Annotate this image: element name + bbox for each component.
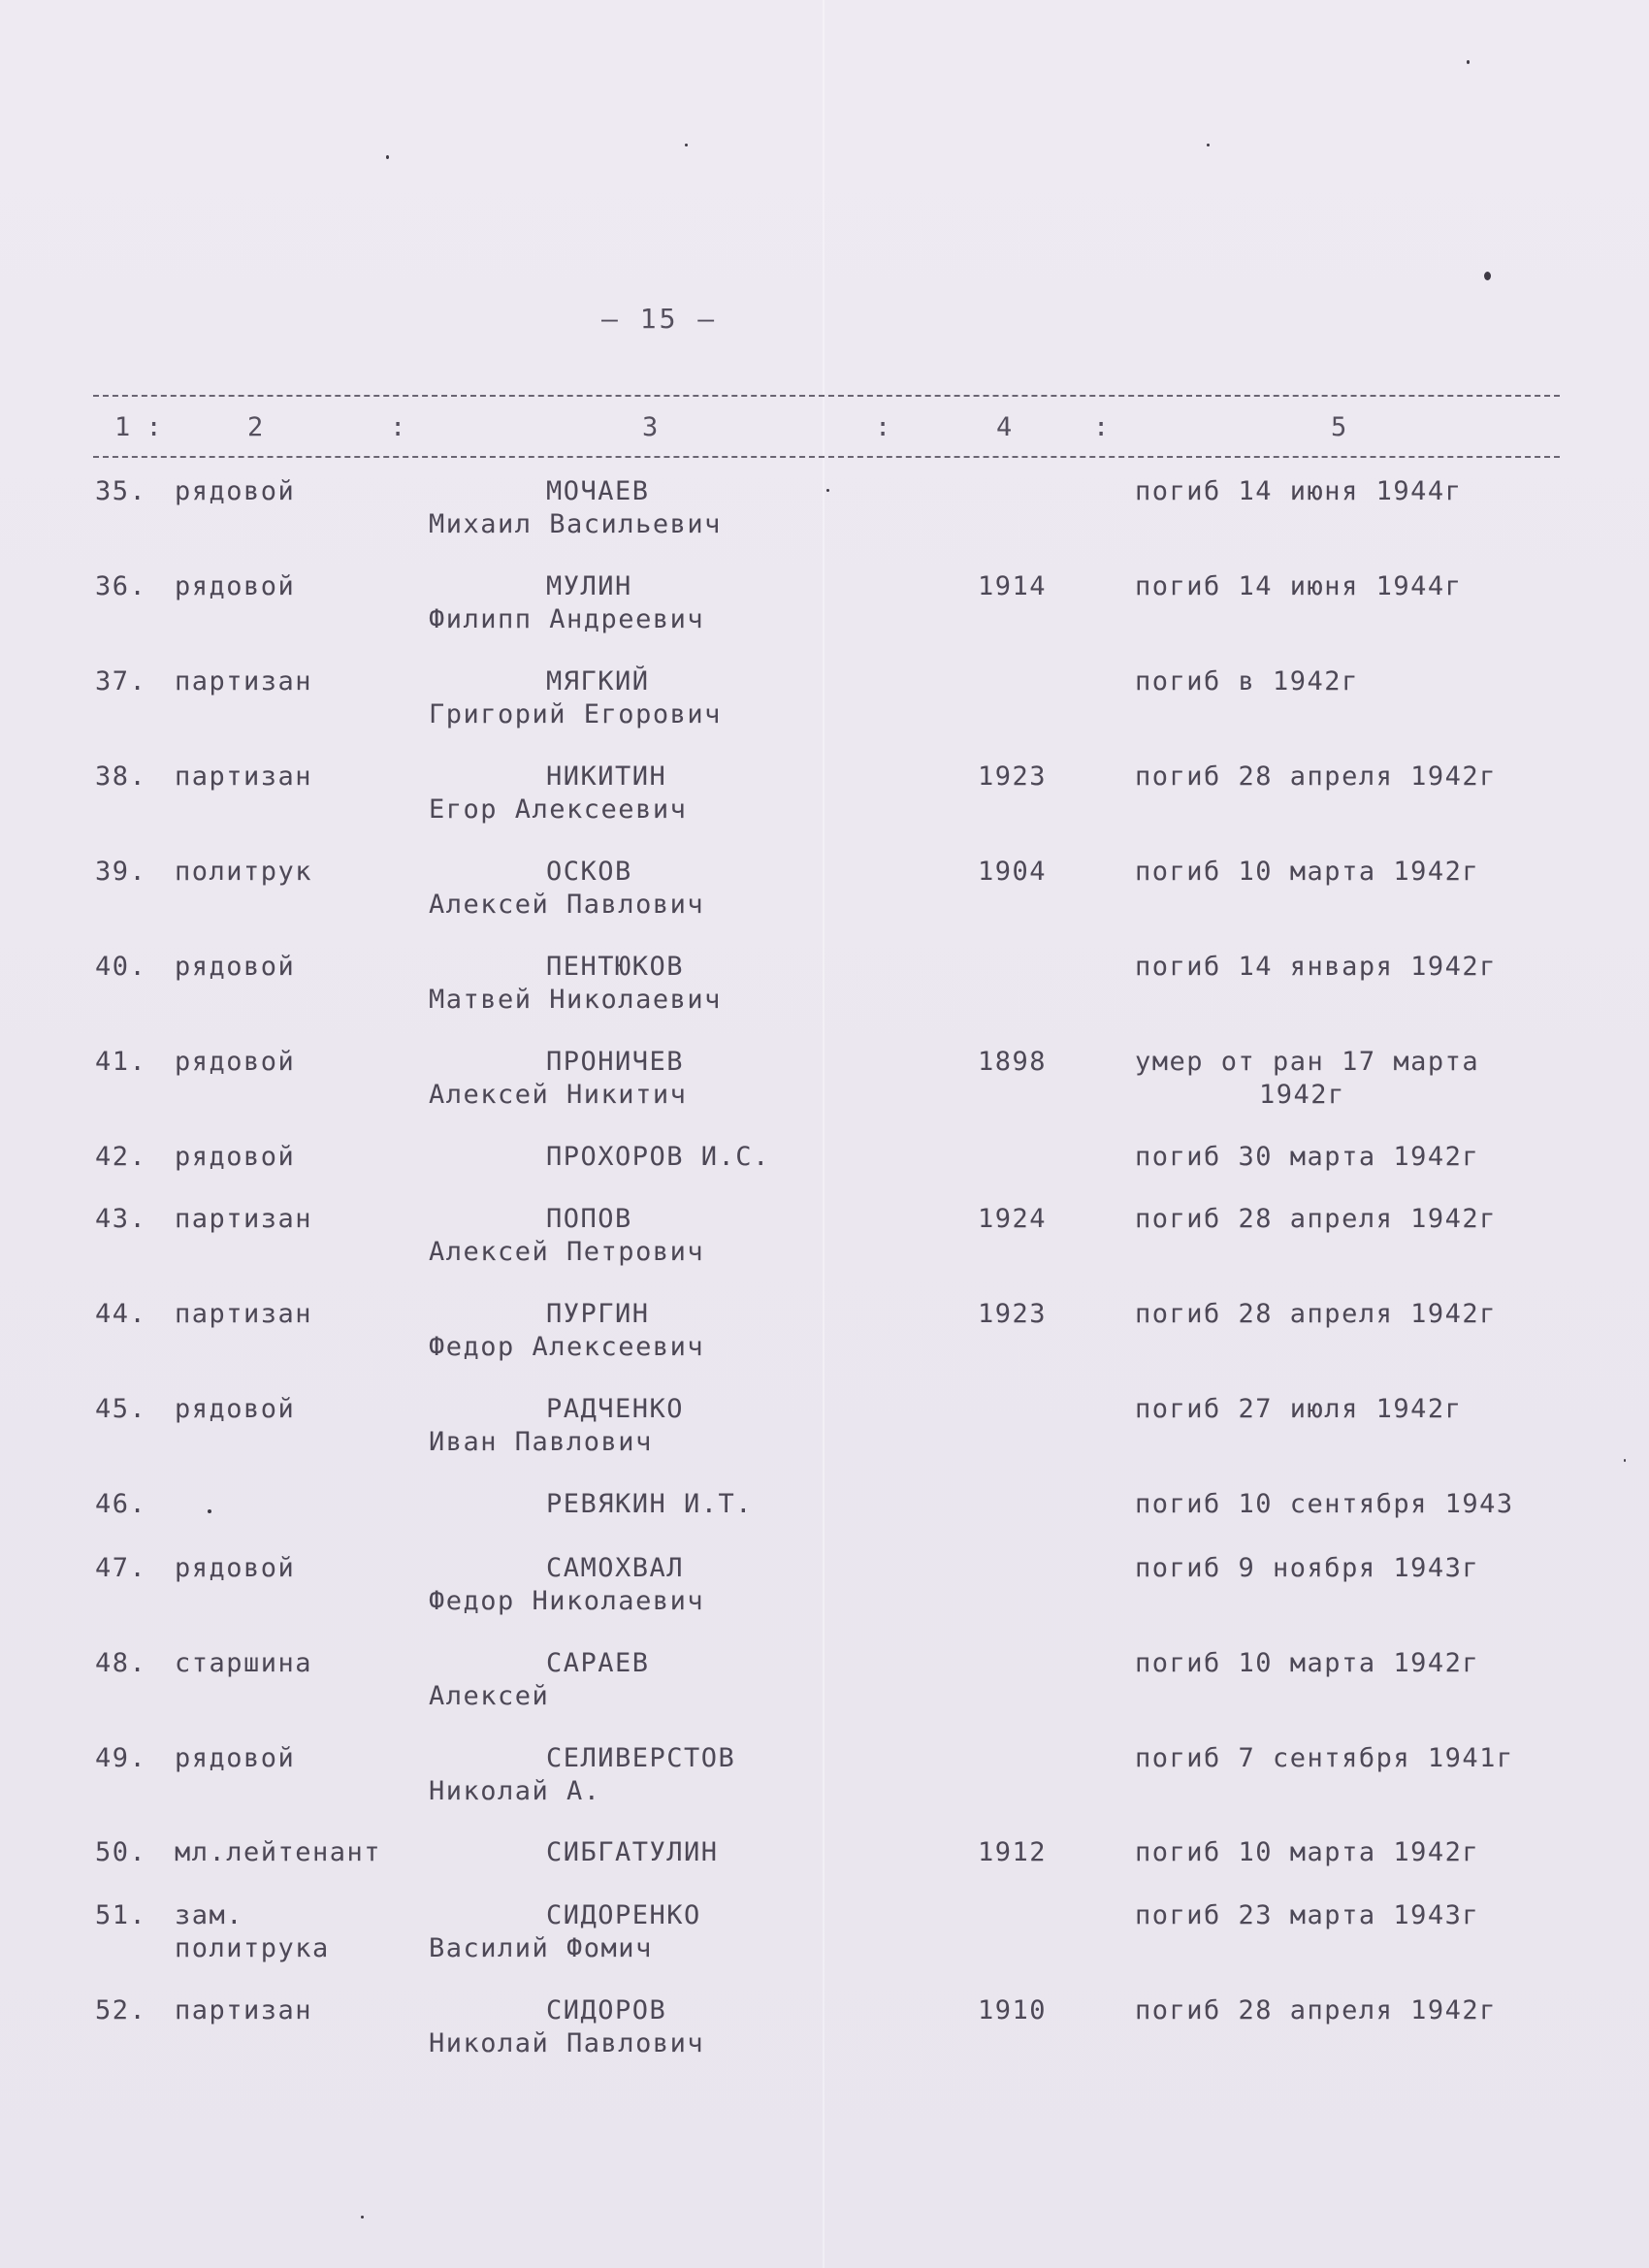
record-number: 44. [95,1299,147,1329]
record-surname: ПЕНТЮКОВ [546,952,685,982]
record-birth-year: 1912 [978,1837,1048,1867]
record-rank: зам. [175,1900,244,1930]
record-surname: САМОХВАЛ [546,1553,685,1583]
record-birth-year: 1924 [978,1204,1048,1234]
record-surname: МОЧАЕВ [546,476,650,506]
record-surname: ПОПОВ [546,1204,632,1234]
record-birth-year: 1910 [978,1995,1048,2025]
record-fate: погиб 23 марта 1943г [1135,1900,1480,1930]
record-rank: рядовой [175,1553,296,1583]
page-number: – 15 – [601,303,718,335]
header-col-4: 4 [996,412,1013,442]
record-rank: рядовой [175,476,296,506]
header-separator: : [875,412,891,442]
record-surname: ПРОХОРОВ И.С. [546,1142,770,1172]
record-rank: политрук [175,857,313,887]
scan-speck [1484,272,1491,280]
record-given-names: Федор Николаевич [429,1586,705,1616]
header-col-3: 3 [642,412,659,442]
record-fate: погиб 28 апреля 1942г [1135,761,1497,792]
record-rank: рядовой [175,571,296,601]
record-fate: погиб 14 января 1942г [1135,952,1497,982]
record-surname: ПРОНИЧЕВ [546,1047,685,1077]
record-number: 37. [95,666,147,697]
record-number: 41. [95,1047,147,1077]
record-rank: рядовой [175,1394,296,1424]
record-given-names: Матвей Николаевич [429,985,722,1015]
table-top-rule [93,395,1560,397]
record-fate: погиб 9 ноября 1943г [1135,1553,1480,1583]
record-rank: партизан [175,761,313,792]
record-number: 46. [95,1489,147,1519]
record-given-names: Егор Алексеевич [429,794,688,825]
record-surname: СЕЛИВЕРСТОВ [546,1743,736,1773]
record-surname: СИБГАТУЛИН [546,1837,719,1867]
record-surname: ОСКОВ [546,857,632,887]
record-surname: НИКИТИН [546,761,667,792]
record-fate: погиб 14 июня 1944г [1135,571,1463,601]
record-given-names: Михаил Васильевич [429,509,722,539]
record-fate: погиб в 1942г [1135,666,1359,697]
record-number: 51. [95,1900,147,1930]
record-given-names: Иван Павлович [429,1427,653,1457]
record-birth-year: 1923 [978,1299,1048,1329]
record-surname: СИДОРЕНКО [546,1900,701,1930]
record-rank: мл.лейтенант [175,1837,382,1867]
record-number: 45. [95,1394,147,1424]
header-separator: : [1093,412,1110,442]
record-number: 47. [95,1553,147,1583]
record-given-names: Алексей Павлович [429,890,705,920]
record-given-names: Василий Фомич [429,1933,653,1963]
record-rank: рядовой [175,1047,296,1077]
record-birth-year: 1914 [978,571,1048,601]
record-rank: партизан [175,1299,313,1329]
record-surname: САРАЕВ [546,1648,650,1678]
record-fate: погиб 10 марта 1942г [1135,1648,1480,1678]
record-fate: погиб 10 марта 1942г [1135,857,1480,887]
paper-fold-line [823,0,824,2268]
scan-speck [208,1509,211,1513]
table-header-rule [93,456,1560,458]
record-fate: погиб 28 апреля 1942г [1135,1995,1497,2025]
scan-speck [826,489,829,492]
record-surname: ПУРГИН [546,1299,650,1329]
record-surname: СИДОРОВ [546,1995,667,2025]
record-fate: погиб 30 марта 1942г [1135,1142,1480,1172]
record-given-names: Алексей [429,1681,550,1711]
record-number: 40. [95,952,147,982]
record-surname: МУЛИН [546,571,632,601]
scan-speck [386,155,389,159]
scan-speck [1624,1459,1626,1462]
record-number: 36. [95,571,147,601]
record-fate: погиб 10 сентября 1943 [1135,1489,1514,1519]
record-given-names: Григорий Егорович [429,699,722,729]
scan-speck [361,2216,364,2219]
scan-speck [1467,60,1470,64]
record-rank: рядовой [175,1142,296,1172]
scan-speck [685,144,688,146]
record-fate: погиб 7 сентября 1941г [1135,1743,1514,1773]
record-rank: рядовой [175,952,296,982]
record-fate: погиб 28 апреля 1942г [1135,1299,1497,1329]
record-rank: партизан [175,666,313,697]
record-birth-year: 1898 [978,1047,1048,1077]
record-number: 38. [95,761,147,792]
record-surname: РАДЧЕНКО [546,1394,685,1424]
record-surname: МЯГКИЙ [546,666,650,697]
record-given-names: Алексей Петрович [429,1237,705,1267]
record-rank: старшина [175,1648,313,1678]
header-col-2: 2 [247,412,264,442]
record-number: 49. [95,1743,147,1773]
record-fate: погиб 28 апреля 1942г [1135,1204,1497,1234]
table-header [0,412,1649,445]
record-fate: погиб 14 июня 1944г [1135,476,1463,506]
record-rank: партизан [175,1995,313,2025]
record-number: 43. [95,1204,147,1234]
record-rank: партизан [175,1204,313,1234]
record-surname: РЕВЯКИН И.Т. [546,1489,754,1519]
record-number: 35. [95,476,147,506]
record-given-names: Федор Алексеевич [429,1332,705,1362]
header-separator: : [390,412,406,442]
record-number: 48. [95,1648,147,1678]
record-given-names: Николай А. [429,1776,601,1806]
header-col-1: 1 : [114,412,162,442]
record-fate-continued: 1942г [1259,1080,1345,1110]
record-given-names: Алексей Никитич [429,1080,688,1110]
record-rank-continued: политрука [175,1933,330,1963]
record-number: 39. [95,857,147,887]
record-number: 50. [95,1837,147,1867]
record-number: 42. [95,1142,147,1172]
record-fate: погиб 27 июля 1942г [1135,1394,1463,1424]
record-given-names: Филипп Андреевич [429,604,705,634]
record-given-names: Николай Павлович [429,2028,705,2058]
record-birth-year: 1923 [978,761,1048,792]
record-fate: погиб 10 марта 1942г [1135,1837,1480,1867]
record-birth-year: 1904 [978,857,1048,887]
record-rank: рядовой [175,1743,296,1773]
record-fate: умер от ран 17 марта [1135,1047,1480,1077]
header-col-5: 5 [1331,412,1347,442]
scan-speck [1207,144,1210,146]
record-number: 52. [95,1995,147,2025]
